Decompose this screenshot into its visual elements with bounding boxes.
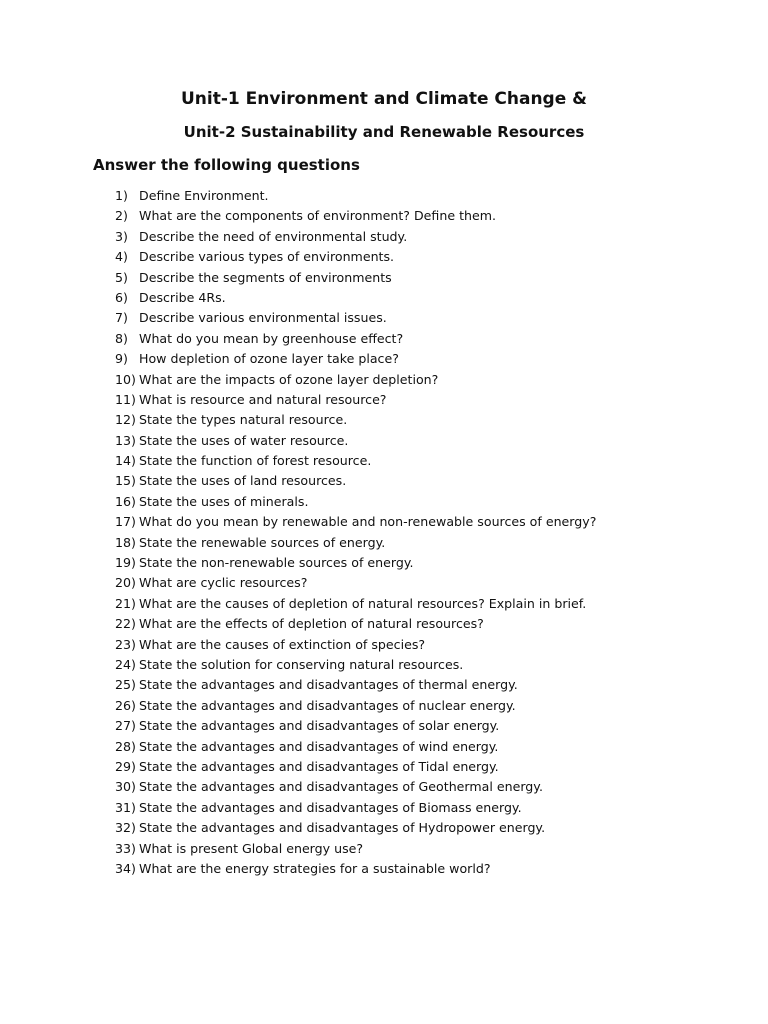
- question-number: 29): [115, 758, 136, 774]
- question-text: State the advantages and disadvantages of Geothermal energy.: [139, 779, 543, 795]
- question-number: 21): [115, 595, 136, 611]
- list-item: [115, 227, 596, 247]
- question-number: 13): [115, 432, 136, 448]
- list-item: [115, 798, 596, 818]
- question-text: State the types natural resource.: [139, 412, 348, 428]
- question-text: Define Environment.: [139, 188, 269, 203]
- list-item: [115, 839, 596, 859]
- question-text: State the advantages and disadvantages of Tidal energy.: [139, 758, 499, 774]
- question-text: State the advantages and disadvantages of wind energy.: [139, 738, 499, 754]
- question-text: What are cyclic resources?: [139, 575, 308, 591]
- list-item: [115, 675, 596, 695]
- list-item: [115, 370, 596, 390]
- question-number: 14): [115, 453, 136, 469]
- question-text: State the uses of minerals.: [139, 493, 309, 509]
- question-number: 27): [115, 718, 136, 734]
- question-number: 7): [115, 310, 128, 326]
- question-number: 6): [115, 289, 128, 305]
- list-item: [115, 594, 596, 614]
- list-item: [115, 757, 596, 777]
- list-item: [115, 716, 596, 736]
- question-text: What are the effects of depletion of natural resources?: [139, 616, 484, 632]
- question-number: 15): [115, 473, 136, 489]
- list-item: [115, 186, 596, 206]
- question-text: State the advantages and disadvantages of thermal energy.: [139, 677, 518, 693]
- list-item: [115, 329, 596, 349]
- list-item: [115, 268, 596, 288]
- question-text: State the renewable sources of energy.: [139, 534, 386, 550]
- question-number: 18): [115, 534, 136, 550]
- question-text: What are the causes of extinction of species?: [139, 636, 426, 652]
- question-text: What are the energy strategies for a sustainable world?: [139, 860, 491, 876]
- question-number: 32): [115, 820, 136, 836]
- question-number: 8): [115, 330, 128, 346]
- question-text: State the advantages and disadvantages of nuclear energy.: [139, 697, 516, 713]
- question-text: Describe the segments of environments: [139, 269, 392, 285]
- list-item: [115, 777, 596, 797]
- list-item: [115, 512, 596, 532]
- question-number: 1): [115, 188, 128, 203]
- question-text: State the solution for conserving natural resources.: [139, 656, 464, 672]
- question-number: 17): [115, 514, 136, 530]
- question-number: 3): [115, 228, 128, 244]
- question-text: State the uses of land resources.: [139, 473, 347, 489]
- question-text: What are the causes of depletion of natural resources? Explain in brief.: [139, 595, 587, 611]
- question-number: 28): [115, 738, 136, 754]
- list-item: [115, 206, 596, 226]
- question-text: What is resource and natural resource?: [139, 391, 387, 407]
- list-item: [115, 614, 596, 634]
- list-item: [115, 431, 596, 451]
- question-number: 19): [115, 555, 136, 571]
- list-item: [115, 533, 596, 553]
- question-text: State the non-renewable sources of energy.: [139, 555, 414, 571]
- question-text: State the function of forest resource.: [139, 453, 372, 469]
- list-item: [115, 471, 596, 491]
- question-number: 25): [115, 677, 136, 693]
- question-number: 10): [115, 371, 136, 387]
- list-item: [115, 288, 596, 308]
- question-number: 16): [115, 493, 136, 509]
- list-item: [115, 737, 596, 757]
- question-text: Describe the need of environmental study.: [139, 228, 408, 244]
- question-text: What do you mean by greenhouse effect?: [139, 330, 404, 346]
- question-list: [115, 186, 596, 879]
- list-item: [115, 573, 596, 593]
- question-number: 23): [115, 636, 136, 652]
- list-item: [115, 308, 596, 328]
- question-text: What are the components of environment? Define them.: [139, 208, 497, 224]
- question-text: What are the impacts of ozone layer depletion?: [139, 371, 439, 387]
- question-number: 9): [115, 351, 128, 367]
- question-number: 31): [115, 799, 136, 815]
- question-text: What do you mean by renewable and non-renewable sources of energy?: [139, 514, 597, 530]
- question-number: 26): [115, 697, 136, 713]
- question-number: 11): [115, 391, 136, 407]
- list-item: [115, 696, 596, 716]
- list-item: [115, 390, 596, 410]
- list-item: [115, 655, 596, 675]
- question-number: 12): [115, 412, 136, 428]
- question-number: 5): [115, 269, 128, 285]
- question-text: State the uses of water resource.: [139, 432, 349, 448]
- question-number: 22): [115, 616, 136, 632]
- question-text: Describe various environmental issues.: [139, 310, 387, 326]
- question-number: 33): [115, 840, 136, 856]
- question-number: 4): [115, 249, 128, 265]
- question-number: 20): [115, 575, 136, 591]
- list-item: [115, 451, 596, 471]
- question-text: State the advantages and disadvantages of Biomass energy.: [139, 799, 522, 815]
- list-item: [115, 349, 596, 369]
- section-heading: Answer the following questions: [93, 156, 360, 174]
- question-number: 30): [115, 779, 136, 795]
- question-text: How depletion of ozone layer take place?: [139, 351, 399, 367]
- document-title: Unit-1 Environment and Climate Change &: [181, 89, 587, 109]
- list-item: [115, 553, 596, 573]
- list-item: [115, 635, 596, 655]
- list-item: [115, 818, 596, 838]
- question-text: Describe 4Rs.: [139, 289, 226, 305]
- question-number: 24): [115, 656, 136, 672]
- question-text: State the advantages and disadvantages of Hydropower energy.: [139, 820, 546, 836]
- list-item: [115, 859, 596, 879]
- list-item: [115, 410, 596, 430]
- question-text: Describe various types of environments.: [139, 249, 395, 265]
- question-number: 34): [115, 860, 136, 876]
- list-item: [115, 492, 596, 512]
- question-text: State the advantages and disadvantages of solar energy.: [139, 718, 500, 734]
- list-item: [115, 247, 596, 267]
- question-number: 2): [115, 208, 128, 224]
- question-text: What is present Global energy use?: [139, 840, 364, 856]
- document-subtitle: Unit-2 Sustainability and Renewable Resources: [183, 123, 585, 141]
